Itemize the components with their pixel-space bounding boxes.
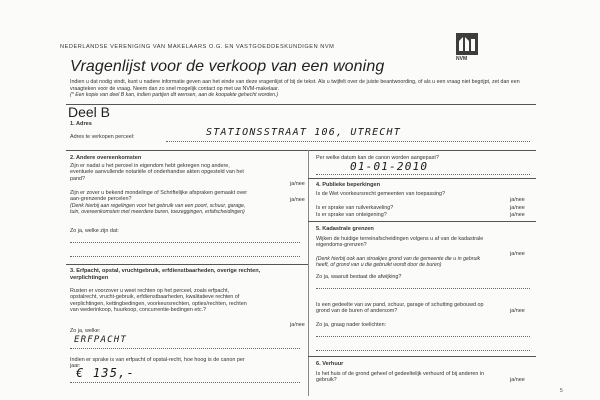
address-label: Adres te verkopen perceel: bbox=[70, 134, 135, 140]
canon-handwritten[interactable]: € 135,- bbox=[76, 366, 135, 380]
divider bbox=[66, 264, 308, 265]
answer-line[interactable] bbox=[316, 350, 530, 351]
section-6-heading: 6. Verhuur bbox=[316, 361, 344, 367]
section-4-q3: Is er sprake van onteigening? bbox=[316, 212, 387, 218]
intro-note: (* Een kopie van deel B kan, indien partijen dit wensen, aan de koopakte gehecht worden.) bbox=[70, 92, 279, 99]
section-3-q2: Indien er sprake is van erfpacht of opstal-recht, hoe hoog is de canon per jaar: bbox=[70, 357, 245, 370]
section-4-q1-answer[interactable]: ja/nee bbox=[510, 197, 525, 203]
intro-text bbox=[70, 79, 530, 99]
section-3-q1: Rusten er voorzover u weet rechten op het perceel, zoals erfpacht, opstalrecht, vrucht-gebruik, erfdienstbaarheden, kwalitatieve rechten of verplichtingen, kettingbedingen, voorkeursrechten, opties/rechten, rechten van wederinkoop, huurkoop, concurrentie-bedingen etc.? bbox=[70, 288, 247, 314]
section-2-q2-answer[interactable]: ja/nee bbox=[290, 197, 305, 203]
section-6-q1: Is het huis of de grond geheel of gedeeltelijk verhuurd of bij anderen in gebruik? bbox=[316, 371, 485, 384]
address-handwritten[interactable]: STATIONSSTRAAT 106, UTRECHT bbox=[206, 127, 401, 138]
page-title: Vragenlijst voor de verkoop van een woning bbox=[70, 58, 385, 75]
answer-line[interactable] bbox=[70, 348, 300, 349]
section-3-followup: Zo ja, welke: bbox=[70, 328, 101, 334]
nvm-logo-icon bbox=[456, 33, 478, 55]
section-5-q1-followup: Zo ja, waaruit bestaat die afwijking? bbox=[316, 274, 402, 280]
answer-line[interactable] bbox=[316, 174, 530, 175]
part-heading: Deel B bbox=[68, 104, 111, 120]
canon-date-handwritten[interactable]: 01-01-2010 bbox=[350, 160, 429, 173]
divider bbox=[308, 178, 536, 179]
section-5-q2-answer[interactable]: ja/nee bbox=[510, 308, 525, 314]
section-4-heading: 4. Publieke beperkingen bbox=[316, 182, 381, 188]
divider bbox=[308, 221, 536, 222]
address-line bbox=[166, 141, 530, 142]
section-4-q2-answer[interactable]: ja/nee bbox=[510, 205, 525, 211]
divider bbox=[308, 356, 536, 357]
section-5-heading: 5. Kadastrale grenzen bbox=[316, 226, 374, 232]
intro-paragraph: Indien u dat nodig vindt, kunt u nadere informatie geven aan het einde van deze vragenlijst of bij de tekst. Als u twijfelt over de juiste beantwoording, of als u een vraag niet begrijpt, zet dan een vraagteken voor de vraag. Neem dan zo snel mogelijk contact op met uw NVM-makelaar. bbox=[70, 79, 520, 92]
divider bbox=[66, 104, 536, 105]
answer-line[interactable] bbox=[316, 288, 530, 289]
column-divider bbox=[308, 150, 309, 396]
section-2-q1-answer[interactable]: ja/nee bbox=[290, 181, 305, 187]
answer-line[interactable] bbox=[316, 336, 530, 337]
canon-date-question: Per welke datum kan de canon worden aangepast? bbox=[316, 155, 439, 161]
section-2-heading: 2. Andere overeenkomsten bbox=[70, 155, 142, 161]
section-3-heading: 3. Erfpacht, opstal, vruchtgebruik, erfdienstbaarheden, overige rechten, verplichtingen bbox=[70, 268, 261, 281]
section-5-q1: Wijken de huidige terreinafscheidingen volgens u af van de kadastrale eigendoms-grenzen? bbox=[316, 236, 484, 249]
logo-caption: NVM bbox=[456, 56, 468, 62]
section-5-q2: Is een gedeelte van uw pand, schuur, garage of schutting gebouwd op grond van de buren of andersom? bbox=[316, 302, 484, 315]
section-4-q1: Is de Wet voorkeursrecht gemeenten van toepassing? bbox=[316, 191, 446, 197]
answer-line[interactable] bbox=[70, 242, 300, 243]
section-5-q1-note: (Denk hierbij ook aan stroakjes grond van de gemeente die u in gebruik heeft, of grond van u die gebruikt wordt door de buren) bbox=[316, 256, 481, 269]
section-4-q2: Is er sprake van ruilverkaveling? bbox=[316, 205, 394, 211]
section-1-heading: 1. Adres bbox=[70, 121, 92, 127]
section-2-q2: Zijn er zover u bekend mondelinge of Schriftelijke afspraken gemaakt over aan-grenzende percelen? bbox=[70, 190, 248, 203]
section-6-q1-answer[interactable]: ja/nee bbox=[510, 377, 525, 383]
page-number: 5 bbox=[560, 388, 563, 394]
section-4-q3-answer[interactable]: ja/nee bbox=[510, 212, 525, 218]
section-2-followup: Zo ja, welke zijn dat: bbox=[70, 228, 119, 234]
section-3-q1-answer[interactable]: ja/nee bbox=[290, 322, 305, 328]
answer-line[interactable] bbox=[70, 256, 300, 257]
section-2-q2-note: (Denk hierbij aan regelingen voor het gebruik van een poort, schuur, garage, tuin, overeenkomsten met meerdere buren, toezeggingen, erfafscheidingen) bbox=[70, 203, 246, 216]
section-5-q1-answer[interactable]: ja/nee bbox=[510, 251, 525, 257]
answer-line[interactable] bbox=[70, 382, 300, 383]
erfpacht-handwritten[interactable]: ERFPACHT bbox=[74, 335, 127, 345]
section-2-q1: Zijn er nadat u het perceel in eigendom hebt gekregen nog andere, eventuele aanvullende notariële of onderhandse akten opgesteld van het pand? bbox=[70, 163, 244, 182]
section-5-q2-followup: Zo ja, graag nader toelichten: bbox=[316, 322, 387, 328]
divider bbox=[66, 150, 536, 151]
organization-name: NEDERLANDSE VERENIGING VAN MAKELAARS O.G. EN VASTGOEDDESKUNDIGEN NVM bbox=[60, 44, 335, 50]
